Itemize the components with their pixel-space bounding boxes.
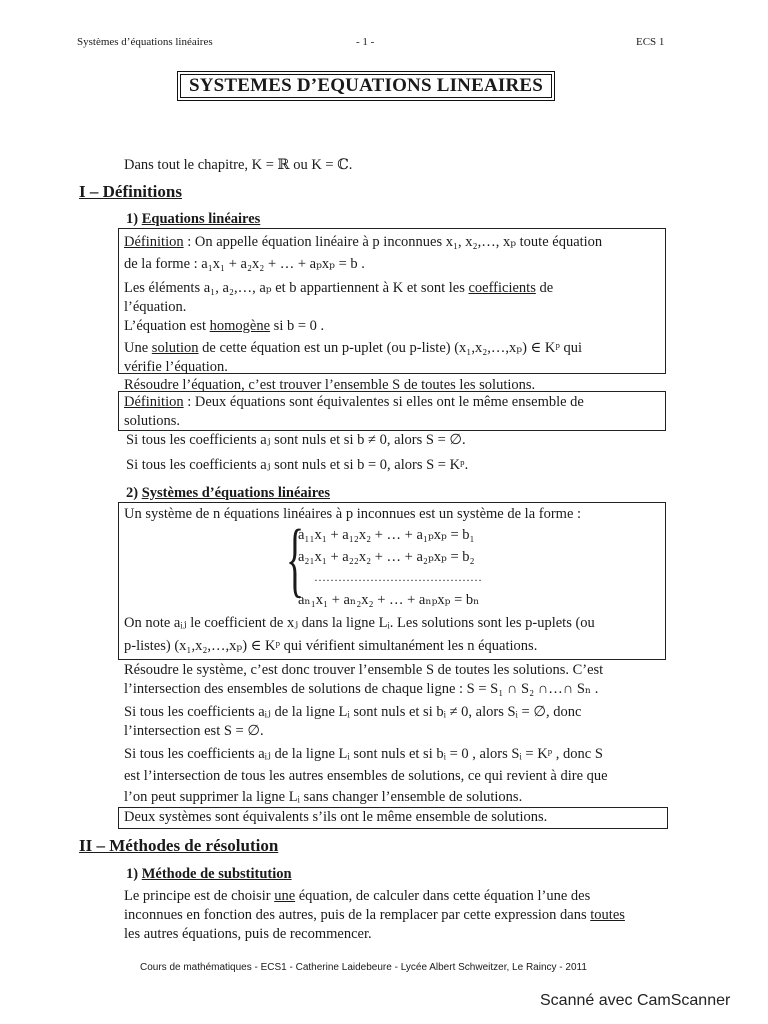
def1-line4: l’équation. (124, 299, 187, 315)
section-heading-methods: II – Méthodes de résolution (79, 836, 279, 855)
case-no-solution: Si tous les coefficients aⱼ sont nuls et si b ≠ 0, alors S = ∅. (126, 432, 466, 448)
def1-label: Définition (124, 234, 184, 250)
null-line-case2-line3: l’on peut supprimer la ligne Lᵢ sans changer l’ensemble de solutions. (124, 789, 523, 805)
page-footer: Cours de mathématiques - ECS1 - Catherine Laidebeure - Lycée Albert Schweitzer, Le Raincy - 2011 (140, 962, 587, 973)
system-brace: { (286, 513, 305, 606)
subsection-number: 1) (126, 211, 139, 227)
null-line-case2-line2: est l’intersection de tous les autres ensembles de solutions, ce qui revient à dire que (124, 768, 608, 784)
system-equation-n: aₙ₁x₁ + aₙ₂x₂ + … + aₙₚxₚ = bₙ (298, 592, 480, 608)
header-left: Systèmes d’équations linéaires (77, 36, 213, 48)
equivalent-systems-text: Deux systèmes sont équivalents s’ils ont le même ensemble de solutions. (124, 809, 548, 825)
section-heading-definitions: I – Définitions (79, 182, 182, 201)
def1-line2: de la forme : a₁x₁ + a₂x₂ + … + aₚxₚ = b . (124, 256, 365, 272)
solve-system-line1: Résoudre le système, c’est donc trouver l’ensemble S de toutes les solutions. C’est (124, 662, 604, 678)
system-note-line2: p-listes) (x₁,x₂,…,xₚ) ∈ Kᵖ qui vérifient simultanément les n équations. (124, 638, 538, 654)
subsection-title: Equations linéaires (141, 211, 261, 227)
subsection-heading-equations (126, 211, 260, 228)
def1-line3: Les éléments a₁, a₂,…, aₚ et b appartiennent à K et sont les coefficients de (124, 280, 554, 296)
header-right: ECS 1 (636, 36, 665, 48)
solve-equation-text: Résoudre l’équation, c’est trouver l’ensemble S de toutes les solutions. (124, 377, 536, 393)
page-title: SYSTEMES D’EQUATIONS LINEAIRES (180, 74, 552, 98)
system-note-line1: On note aᵢⱼ le coefficient de xⱼ dans la ligne Lᵢ. Les solutions sont les p-uplets (ou (124, 615, 595, 631)
definition-2-text: Définition : Deux équations sont équivalentes si elles ont le même ensemble de solutions. (124, 394, 584, 429)
intro-text: Dans tout le chapitre, K = ℝ ou K = ℂ. (124, 157, 353, 173)
def1-line1: Définition : On appelle équation linéaire à p inconnues x₁, x₂,…, xₚ toute équation (124, 234, 603, 250)
null-line-case1-line1: Si tous les coefficients aᵢⱼ de la ligne Lᵢ sont nuls et si bᵢ ≠ 0, alors Sᵢ = ∅, donc (124, 704, 582, 720)
def1-line7: vérifie l’équation. (124, 359, 228, 375)
case-all-solutions: Si tous les coefficients aⱼ sont nuls et si b = 0, alors S = Kᵖ. (126, 457, 469, 473)
def1-line5: L’équation est homogène si b = 0 . (124, 318, 325, 334)
subsection-heading-systems: 2) Systèmes d’équations linéaires (126, 485, 330, 501)
scanner-watermark: Scanné avec CamScanner (540, 992, 731, 1009)
subsection-heading-substitution: 1) Méthode de substitution (126, 866, 292, 882)
solve-system-line2: l’intersection des ensembles de solutions de chaque ligne : S = S₁ ∩ S₂ ∩…∩ Sₙ . (124, 681, 599, 697)
header-page-number: - 1 - (356, 36, 375, 48)
def2-label: Définition (124, 394, 184, 410)
system-intro-line: Un système de n équations linéaires à p inconnues est un système de la forme : (124, 506, 582, 522)
definition-1-text (124, 233, 660, 377)
null-line-case1-line2: l’intersection est S = ∅. (124, 723, 264, 739)
system-equation-2: a₂₁x₁ + a₂₂x₂ + … + a₂ₚxₚ = b₂ (298, 549, 475, 565)
def1-line6: Une solution de cette équation est un p-uplet (ou p-liste) (x₁,x₂,…,xₚ) ∈ Kᵖ qui (124, 340, 583, 356)
null-line-case2-line1: Si tous les coefficients aᵢⱼ de la ligne Lᵢ sont nuls et si bᵢ = 0 , alors Sᵢ = Kᵖ , donc S (124, 746, 603, 762)
substitution-paragraph: Le principe est de choisir une équation, de calculer dans cette équation l’une des inconnues en fonction des autres, puis de la remplacer par cette expression dans toutes les autres équations, puis de recommencer. (124, 888, 625, 942)
system-equation-dots: …………………………………… (314, 570, 482, 584)
system-equation-1: a₁₁x₁ + a₁₂x₂ + … + a₁ₚxₚ = b₁ (298, 527, 475, 543)
